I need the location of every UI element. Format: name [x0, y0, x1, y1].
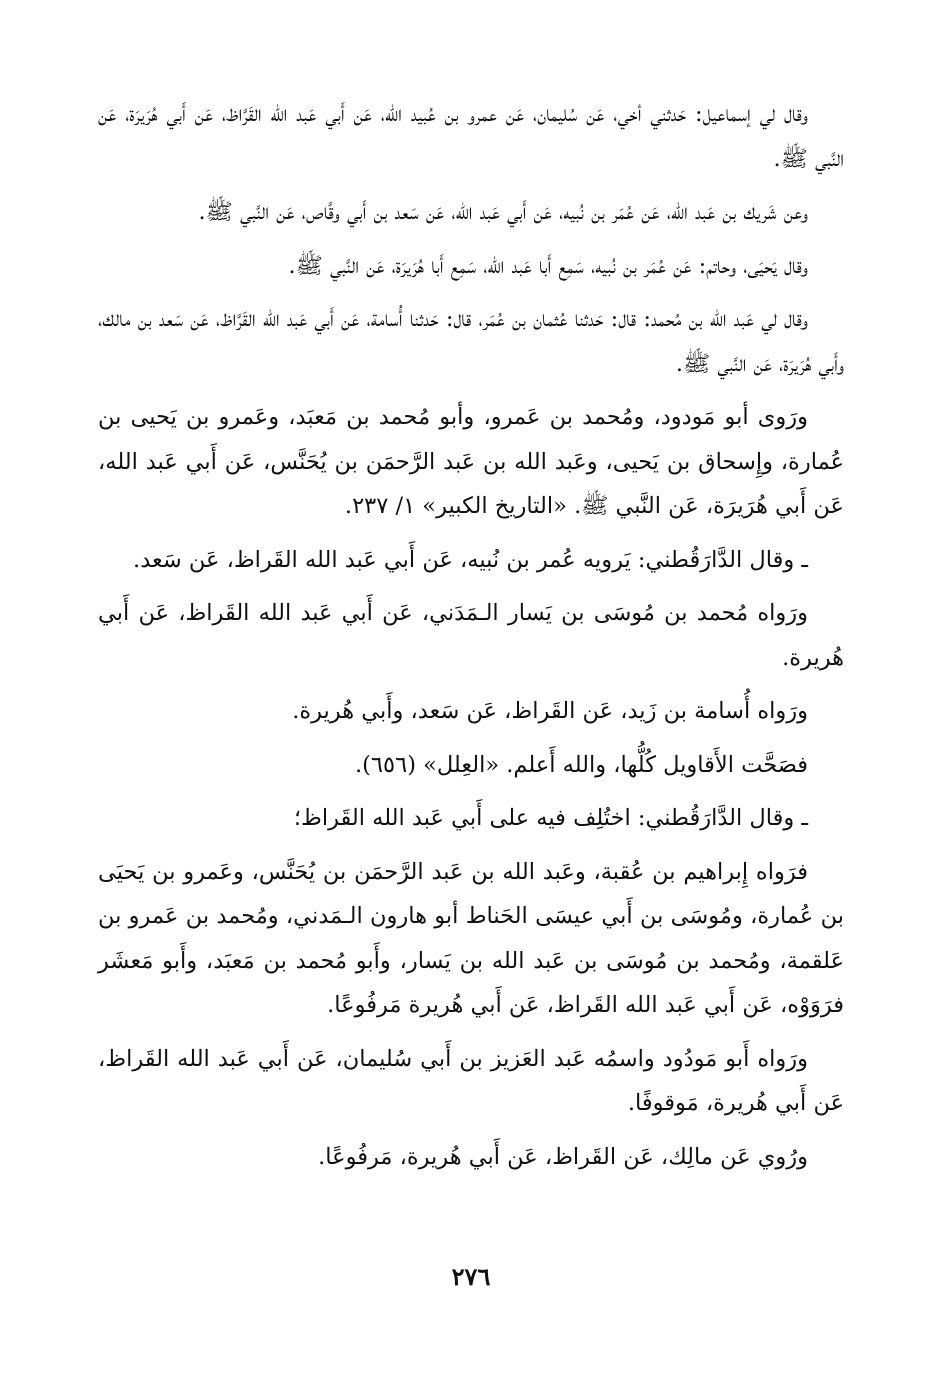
paragraph: وقال لي عَبد الله بن مُحمد: قال: حَدثنا عُثمان بن عُمَر، قال: حَدثنا أُسامة، عَن أَبي عَبد الله القَرَّاظ، عَن سَعد بن مالك، وأَبي هُرَيرَة، عَن النَّبي ﷺ.	[98, 306, 844, 377]
page-body	[98, 92, 844, 1188]
paragraph: ـ وقال الدَّارَقُطني: اختُلِف فيه على أَبي عَبد الله القَراظ؛	[293, 805, 808, 831]
page-number: ٢٧٦	[451, 1262, 491, 1291]
paragraph: وعن شَريك بن عَبد الله، عَن عُمَر بن نُبيه، عَن أَبي عَبد الله، عَن سَعد بن أَبي وقَّاص، عَن النَّبي ﷺ.	[198, 199, 808, 225]
paragraph: ورَواه أُسامة بن زَيد، عَن القَراظ، عَن سَعد، وأَبي هُريرة.	[292, 698, 808, 724]
paragraph: ورَواه مُحمد بن مُوسَى بن يَسار الـمَدَني، عَن أَبي عَبد الله القَراظ، عَن أَبي هُريرة.	[98, 600, 844, 671]
paragraph: فرَواه إِبراهيم بن عُقبة، وعَبد الله بن عَبد الرَّحمَن بن يُحَنَّس، وعَمرو بن يَحيَى بن عُمارة، ومُوسَى بن أَبي عيسَى الحَناط أبو هارون الـمَدني، ومُحمد بن عَمرو بن عَلقمة، ومُحمد بن مُوسَى بن عَبد الله بن يَسار، وأَبو مُحمد بن مَعبَد، وأَبو مَعشَر فرَوَوْه، عَن أَبي عَبد الله القَراظ، عَن أَبي هُريرة مَرفُوعًا.	[98, 858, 844, 1018]
paragraph: ورُوي عَن مالِك، عَن القَراظ، عَن أَبي هُريرة، مَرفُوعًا.	[318, 1143, 808, 1170]
paragraph: وقال لي إسماعيل: حَدثني أخي، عَن سُليمان، عَن عمرو بن عُبيد الله، عَن أَبي عَبد الله القَرَّاظ، عَن أَبي هُرَيرَة، عَن النَّبي ﷺ.	[98, 101, 844, 172]
paragraph: ورَواه أَبو مَودُود واسمُه عَبد العَزيز بن أَبي سُليمان، عَن أَبي عَبد الله القَراظ، عَن أَبي هُريرة، مَوقوفًا.	[98, 1045, 844, 1116]
paragraph: ـ وقال الدَّارَقُطني: يَرويه عُمر بن نُبيه، عَن أَبي عَبد الله القَراظ، عَن سَعد.	[133, 546, 808, 573]
paragraph: وقال يَحيَى، وحاتم: عَن عُمَر بن نُبيه، سَمِع أَبا عَبد الله، سَمِع أَبا هُرَيرَة، عَن النَّبي ﷺ.	[288, 252, 808, 279]
paragraph: فصَحَّت الأَقاويل كُلُّها، والله أَعلم. «العِلل» (٦٥٦).	[354, 751, 808, 778]
paragraph: ورَوى أبو مَودود، ومُحمد بن عَمرو، وأبو مُحمد بن مَعبَد، وعَمرو بن يَحيى بن عُمارة، وإِسحاق بن يَحيى، وعَبد الله بن عَبد الرَّحمَن بن يُحَنَّس، عَن أَبي عَبد الله، عَن أَبي هُرَيرَة، عَن النَّبي ﷺ. «التاريخ الكبير» ١/ ٢٣٧.	[98, 404, 844, 519]
